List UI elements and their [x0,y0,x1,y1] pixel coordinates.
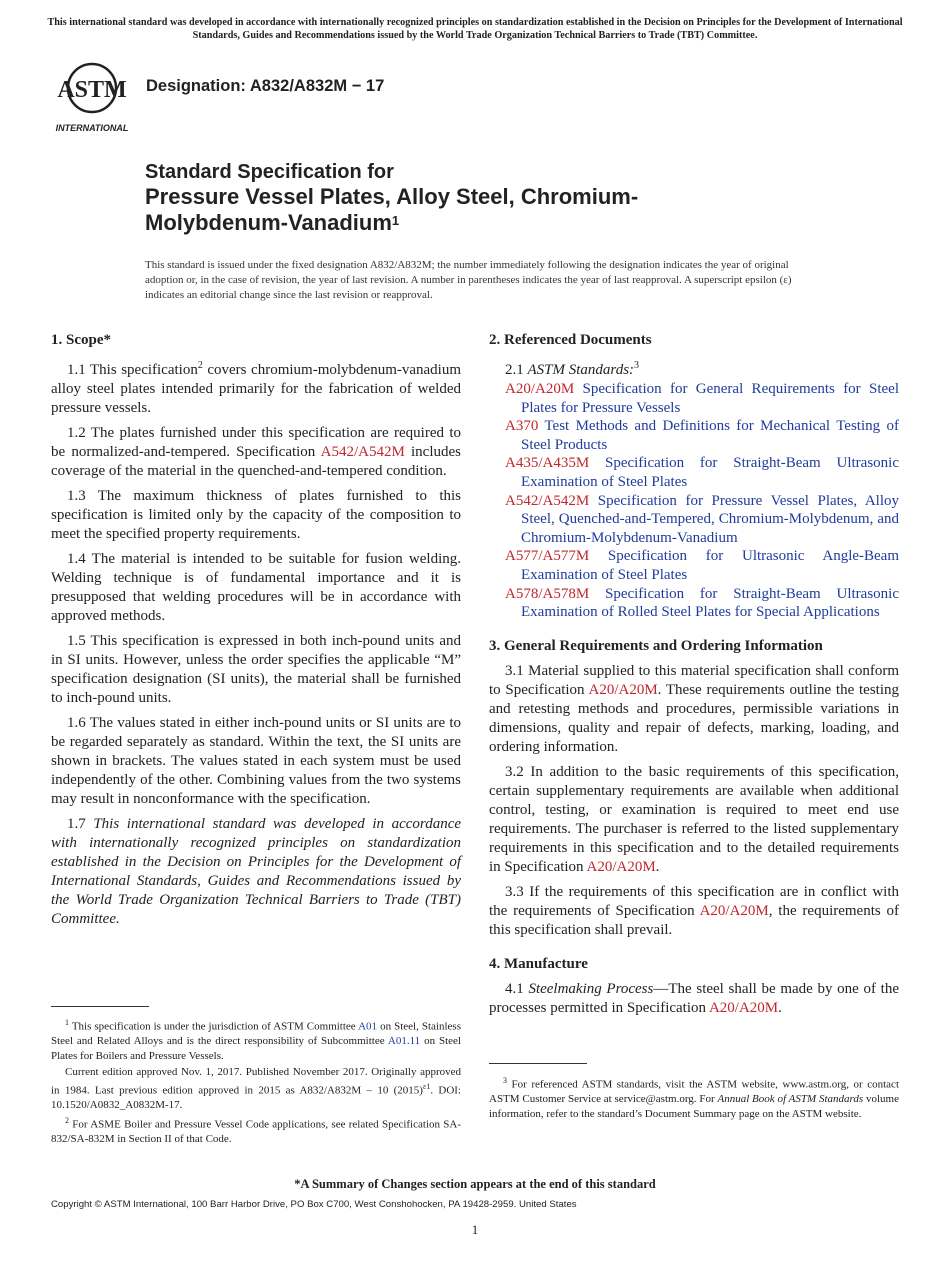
section-heading-general: 3. General Requirements and Ordering Information [489,637,823,654]
para-1-5: 1.5 This specification is expressed in both inch-pound units and in SI units. However, unless the order specifies the applicable “M” specification designation (SI units), the material shall be furnished to inch-pound units. [51,633,461,706]
reference-title-link[interactable]: Specification for General Requirements for Steel Plates for Pressure Vessels [521,381,899,416]
reference-code-link[interactable]: A20/A20M [505,381,575,397]
para-4-1: 4.1 Steelmaking Process—The steel shall be made by one of the processes permitted in Specification A20/A20M. [489,980,900,1016]
reference-item [505,585,899,622]
reference-item [505,547,899,584]
section-heading-scope: 1. Scope* [51,332,111,348]
astm-logo [52,58,136,134]
reference-title-link[interactable]: Specification for Straight-Beam Ultrasonic Examination of Rolled Steel Plates for Special Applications [521,585,900,621]
para-1-4: 1.4 The material is intended to be suitable for fusion welding. Welding technique is of fundamental importance and it is presupposed that welding procedures will be in accordance with approved methods. [51,551,461,624]
reference-code-link[interactable]: A542/A542M [505,492,590,509]
para-1-2: 1.2 The plates furnished under this specification are required to be normalized-and-tempered. Specification A542/A542M includes coverage of the material in the quenched-and-tempered condition. [51,425,461,479]
title-line-2: Pressure Vessel Plates, Alloy Steel, Chromium- [145,184,639,209]
header-notice: This international standard was developed in accordance with internationally recognized principles on standardization established in the Decision on Principles for the Development of International Standards, Guides and Recommendations issued by the World Trade Organization Technical Barriers to Trade (TBT) Committee. [47,17,903,41]
reference-code-link[interactable]: A578/A578M [505,585,590,602]
reference-item [505,417,899,454]
footnote-3: $^3$ For referenced ASTM standards, visit the ASTM website, www.astm.org, or contact ASTM Customer Service at service@astm.org. For Annual Book of ASTM Standards volume information, refer to the standard’s Document Summary page on the ASTM website. [489,1076,899,1120]
footnote-ref-3[interactable]: 3 [634,360,640,371]
para-3-2: 3.2 In addition to the basic requirements of this specification, certain supplementary requirements are available when additional control, testing, or examination is required to meet end use requirements. The purchaser is referred to the listed supplementary requirements in this specification and to the detailed requirements in Specification A20/A20M. [489,763,899,875]
para-3-1: 3.1 Material supplied to this material specification shall conform to Specification A20/A20M. These requirements outline the testing and retesting methods and procedures, permissible variations in dimensions, quality and repair of defects, marking, loading, and ordering information. [489,662,899,755]
footnotes-right [489,1074,899,1123]
reference-code-link[interactable]: A577/A577M [505,548,590,565]
footnote-rule-right [489,1063,587,1064]
reference-title-link[interactable]: Specification for Straight-Beam Ultrasonic Examination of Steel Plates [521,455,900,490]
logo-letters: ASTM [57,77,127,103]
reference-code-link[interactable]: A435/A435M [505,455,590,472]
right-column [489,330,899,1024]
para-3-3: 3.3 If the requirements of this specification are in conflict with the requirements of Specification A20/A20M, the requirements of this specification shall prevail. [489,883,900,938]
section-heading-manufacture: 4. Manufacture [489,955,588,972]
reference-item [505,454,899,491]
link-a01[interactable]: A01 [358,1020,378,1033]
title-line-1: Standard Specification for [145,161,394,183]
link-a01-11[interactable]: A01.11 [387,1035,421,1048]
footnote-rule-left [51,1006,149,1007]
reference-item [505,380,899,417]
link-a20[interactable]: A20/A20M [708,999,779,1016]
link-a20[interactable]: A20/A20M [588,681,658,698]
title-footnote-mark[interactable]: 1 [391,213,400,228]
document-title [145,160,845,236]
para-1-3: 1.3 The maximum thickness of plates furnished to this specification is limited only by the capacity of the composition to meet the specified property requirements. [51,488,461,542]
footnote-1-edition: Current edition approved Nov. 1, 2017. Published November 2017. Originally approved in 1984. Last previous edition approved in 2015 as A832/A832M – 10 $(2015)^{\varepsilon 1}$. DOI: 10.1520/A0832_A0832M-17. [51,1066,461,1111]
link-a542[interactable]: A542/A542M [320,444,405,460]
para-1-6: 1.6 The values stated in either inch-pound units or SI units are to be regarded separately as standard. Within the text, the SI units are shown in brackets. The values stated in each system must be used independently of the other. Combining values from the two systems may result in nonconformance with the specification. [51,715,461,807]
reference-title-link[interactable]: Specification for Pressure Vessel Plates, Alloy Steel, Quenched-and-Tempered, Chromium-Molybdenum, and Chromium-Molybdenum-Vanadium [521,492,900,546]
reference-code-link[interactable]: A370 [505,418,539,435]
reference-title-link[interactable]: Test Methods and Definitions for Mechanical Testing of Steel Products [521,418,899,453]
link-a20[interactable]: A20/A20M [586,858,656,875]
copyright-line: Copyright © ASTM International, 100 Barr Harbor Drive, PO Box C700, West Conshohocken, PA 19428-2959. United States [51,1199,577,1210]
astm-standards-label: 2.1 ASTM Standards:$^3$ [505,360,640,378]
footnotes-left [51,1016,461,1149]
link-a20[interactable]: A20/A20M [699,902,769,919]
footnote-ref-2[interactable]: 2 [197,360,203,371]
designation: Designation: A832/A832M − 17 [146,77,385,95]
logo-label: INTERNATIONAL [55,123,129,133]
left-column [51,330,461,935]
issuance-note: This standard is issued under the fixed designation A832/A832M; the number immediately following the designation indicates the year of original adoption or, in the case of revision, the year of last revision. A number in parentheses indicates the year of last reapproval. A superscript epsilon (ε) indicates an editorial change since the last revision or reapproval. [145,259,792,301]
reference-item [505,492,899,548]
para-1-1: 1.1 This specification$^2$ covers chromium-molybdenum-vanadium alloy steel plates intended primarily for the fabrication of welded pressure vessels. [51,360,462,416]
page-number: 1 [471,1222,479,1237]
title-line-3: Molybdenum-Vanadium [145,210,392,235]
summary-of-changes-note: *A Summary of Changes section appears at the end of this standard [294,1177,656,1191]
para-1-7: 1.7 This international standard was developed in accordance with internationally recognized principles on standardization established in the Decision on Principles for the Development of International Standards, Guides and Recommendations issued by the World Trade Organization Technical Barriers to Trade (TBT) Committee. [51,816,462,927]
reference-title-link[interactable]: Specification for Ultrasonic Angle-Beam Examination of Steel Plates [521,548,899,583]
reference-list [489,380,899,622]
footnote-1: $^1$ This specification is under the jurisdiction of ASTM Committee A01 on Steel, Stainless Steel and Related Alloys and is the direct responsibility of Subcommittee A01.11 on Steel Plates for Boilers and Pressure Vessels. [51,1018,461,1062]
footnote-2: $^2$ For ASME Boiler and Pressure Vessel Code applications, see related Specification SA-832/SA-832M in Section II of that Code. [51,1116,461,1146]
section-heading-referenced: 2. Referenced Documents [489,332,652,348]
